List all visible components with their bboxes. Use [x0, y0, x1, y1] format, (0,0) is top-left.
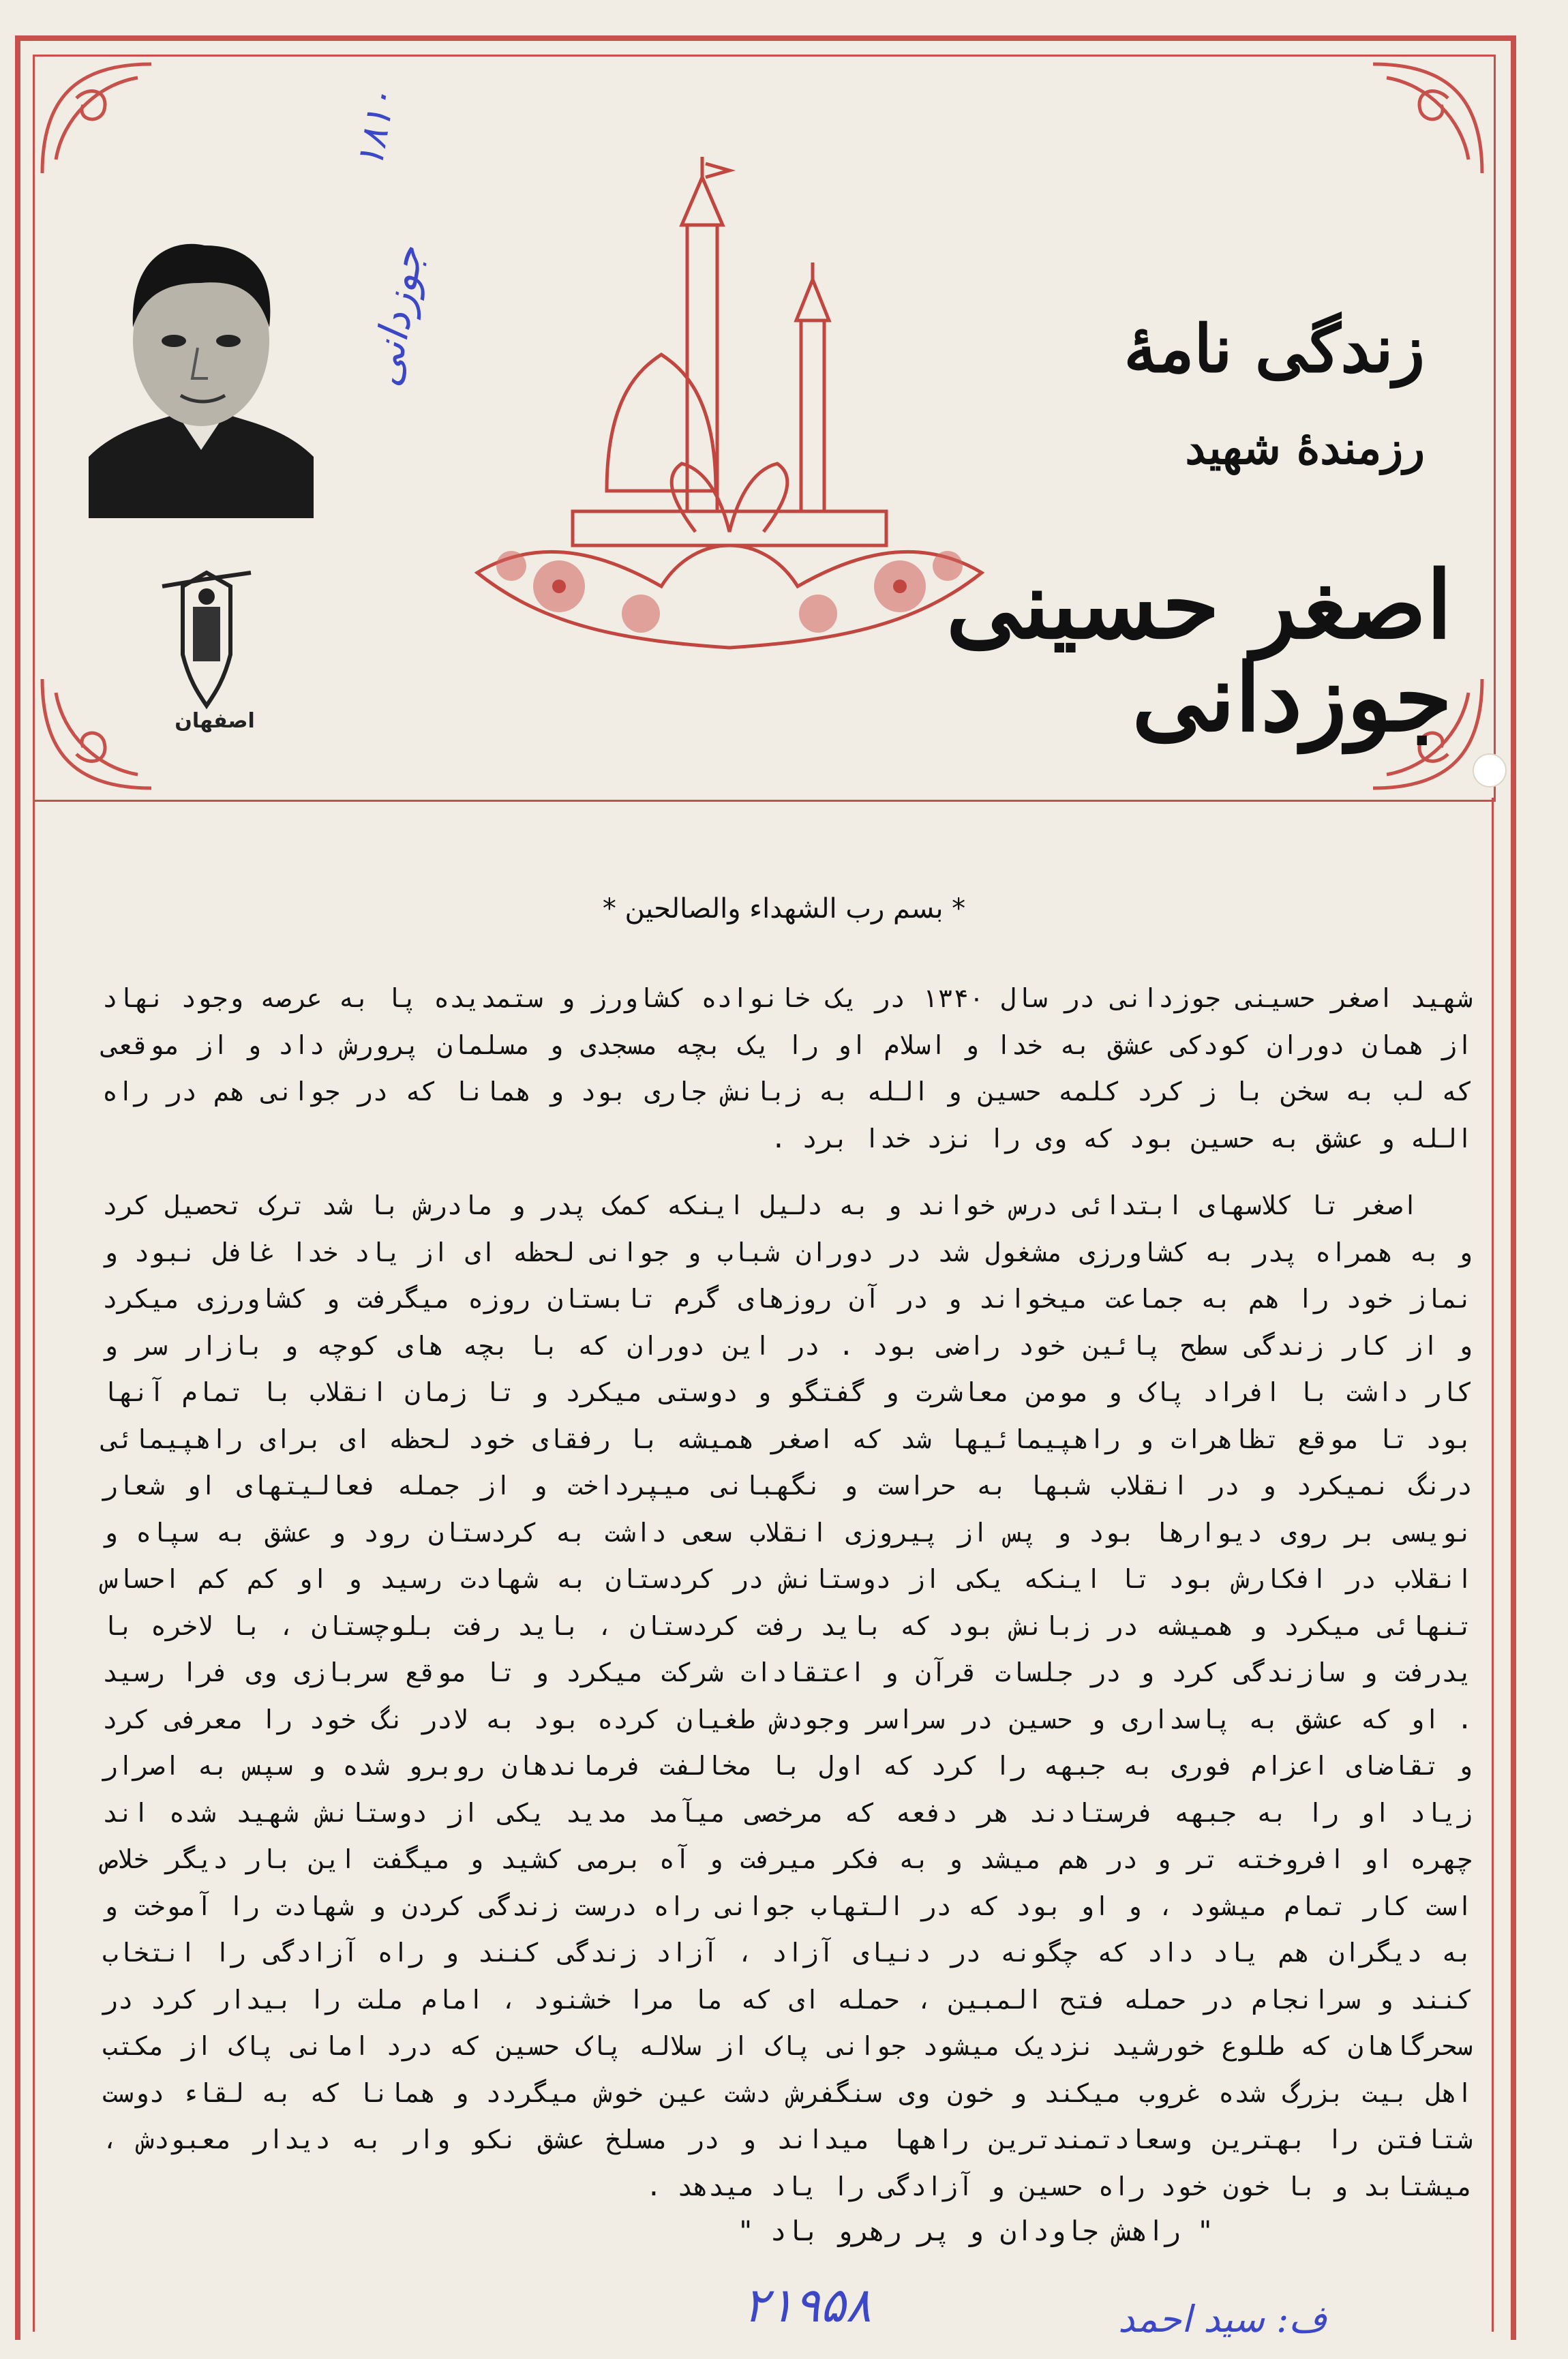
paragraph-1: شهید اصغر حسینی جوزدانی در سال ۱۳۴۰ در یک خانواده کشاورز و ستمدیده پا به عرصه وجود نهاد از همان دوران کودکی عشق به خدا و اسلام او را یک بچه مسجدی و مسلمان پرورش داد و از موقعی که لب به سخن با ز کرد کلمه حسین و الله به زبانش جاری بود و همانا که در جوانی هم در راه الله و عشق به حسین بود که وی را نزد خدا برد .	[102, 983, 1473, 1154]
title-biography: زندگی نامهٔ	[1124, 310, 1425, 387]
closing-motto: " راهش جاودان و پر رهرو باد "	[737, 2216, 1213, 2247]
title-martyr: رزمندهٔ شهید	[1185, 421, 1425, 475]
punch-hole	[1473, 753, 1507, 787]
handwritten-footer-signature: ف: سید احمد	[1118, 2298, 1327, 2341]
handwritten-annotation	[320, 85, 443, 423]
martyr-name: اصغر حسینی جوزدانی	[946, 551, 1452, 753]
handwritten-number: ۱۸۱۰	[348, 85, 404, 171]
biography-text	[102, 975, 1473, 2210]
right-border-line	[1492, 798, 1494, 2332]
corner-ornament-bottom-left	[35, 672, 158, 795]
paragraph-2: اصغر تا کلاسهای ابتدائی درس خواند و به دلیل اینکه کمک پدر و مادرش با شد ترک تحصیل کرد و به همراه پدر به کشاورزی مشغول شد در دوران شباب و جوانی لحظه ای از یاد خدا غافل نبود و نماز خود را هم به جماعت میخواند و در آن روزهای گرم تابستان روزه میگرفت و کشاورزی میکرد و از کار زندگی سطح پائین خود راضی بود . در این دوران که با بچه های کوچه و بازار سر و کار داشت با افراد پاک و مومن معاشرت و گفتگو و دوستی میکرد و تا زمان انقلاب با تمام آنها بود تا موقع تظاهرات و راهپیمائیها شد که اصغر همیشه با رفقای خود لحظه ای برای راهپیمائی درنگ نمیکرد و در انقلاب شبها به حراست و نگهبانی میپرداخت و از جمله فعالیتهای او شعار نویسی بر روی دیوارها بود و پس از پیروزی انقلاب سعی داشت به کردستان رود و عشق به سپاه و انقلاب در افکارش بود تا اینکه یکی از دوستانش در کردستان به شهادت رسید و او کم کم احساس تنهائی میکرد و همیشه در زبانش بود که باید رفت کردستان ، باید رفت بلوچستان ، با لاخره با یدرفت و سازندگی کرد و در جلسات قرآن و اعتقادات شرکت میکرد و تا موقع سربازی وی فرا رسید . او که عشق به پاسداری و حسین در سراسر وجودش طغیان کرده بود به لادر نگ خود را معرفی کرد و تقاضای اعزام فوری به جبهه را کرد که اول با مخالفت فرماندهان روبرو شده و سپس به اصرار زیاد او را به جبهه فرستادند هر دفعه که مرخصی میآمد مدید یکی از دوستانش شهید شده اند چهره او افروخته تر و در هم میشد و به فکر میرفت و آه برمی کشید و میگفت این بار دیگر خلاص است کار تمام میشود ، و او بود که در التهاب جوانی راه درست زندگی کردن و شهادت را آموخت و به دیگران هم یاد داد که چگونه در دنیای آزاد ، آزاد زندگی کنند و راه آزادگی را انتخاب کنند و سرانجام در حمله فتح المبین ، حمله ای که ما مرا خشنود ، امام ملت را بیدار کرد در سحرگاهان که طلوع خورشید نزدیک میشود جوانی پاک از سلاله پاک حسین که درد امانی پاک از مکتب اهل بیت بزرگ شده غروب میکند و خون وی سنگفرش دشت عین خوش میگردد و همانا که به لقاء دوست شتافتن را بهترین وسعادتمندترین راهها میداند و در مسلخ عشق نکو وار به دیدار معبودش ، میشتابد و با خون خود راه حسین و آزادگی را یاد میدهد .	[102, 1190, 1473, 2202]
martyr-portrait-photo	[89, 225, 314, 518]
corner-ornament-top-left	[35, 57, 158, 180]
sepah-emblem-icon	[155, 559, 258, 716]
corner-ornament-top-right	[1366, 57, 1489, 180]
handwritten-note: جوزدانی	[361, 242, 433, 391]
handwritten-footer-number: ۲۱۹۵۸	[743, 2277, 871, 2333]
left-border-line	[33, 798, 35, 2332]
city-label: اصفهان	[175, 709, 255, 733]
document-heading: * بسم رب الشهداء والصالحین *	[602, 893, 966, 925]
